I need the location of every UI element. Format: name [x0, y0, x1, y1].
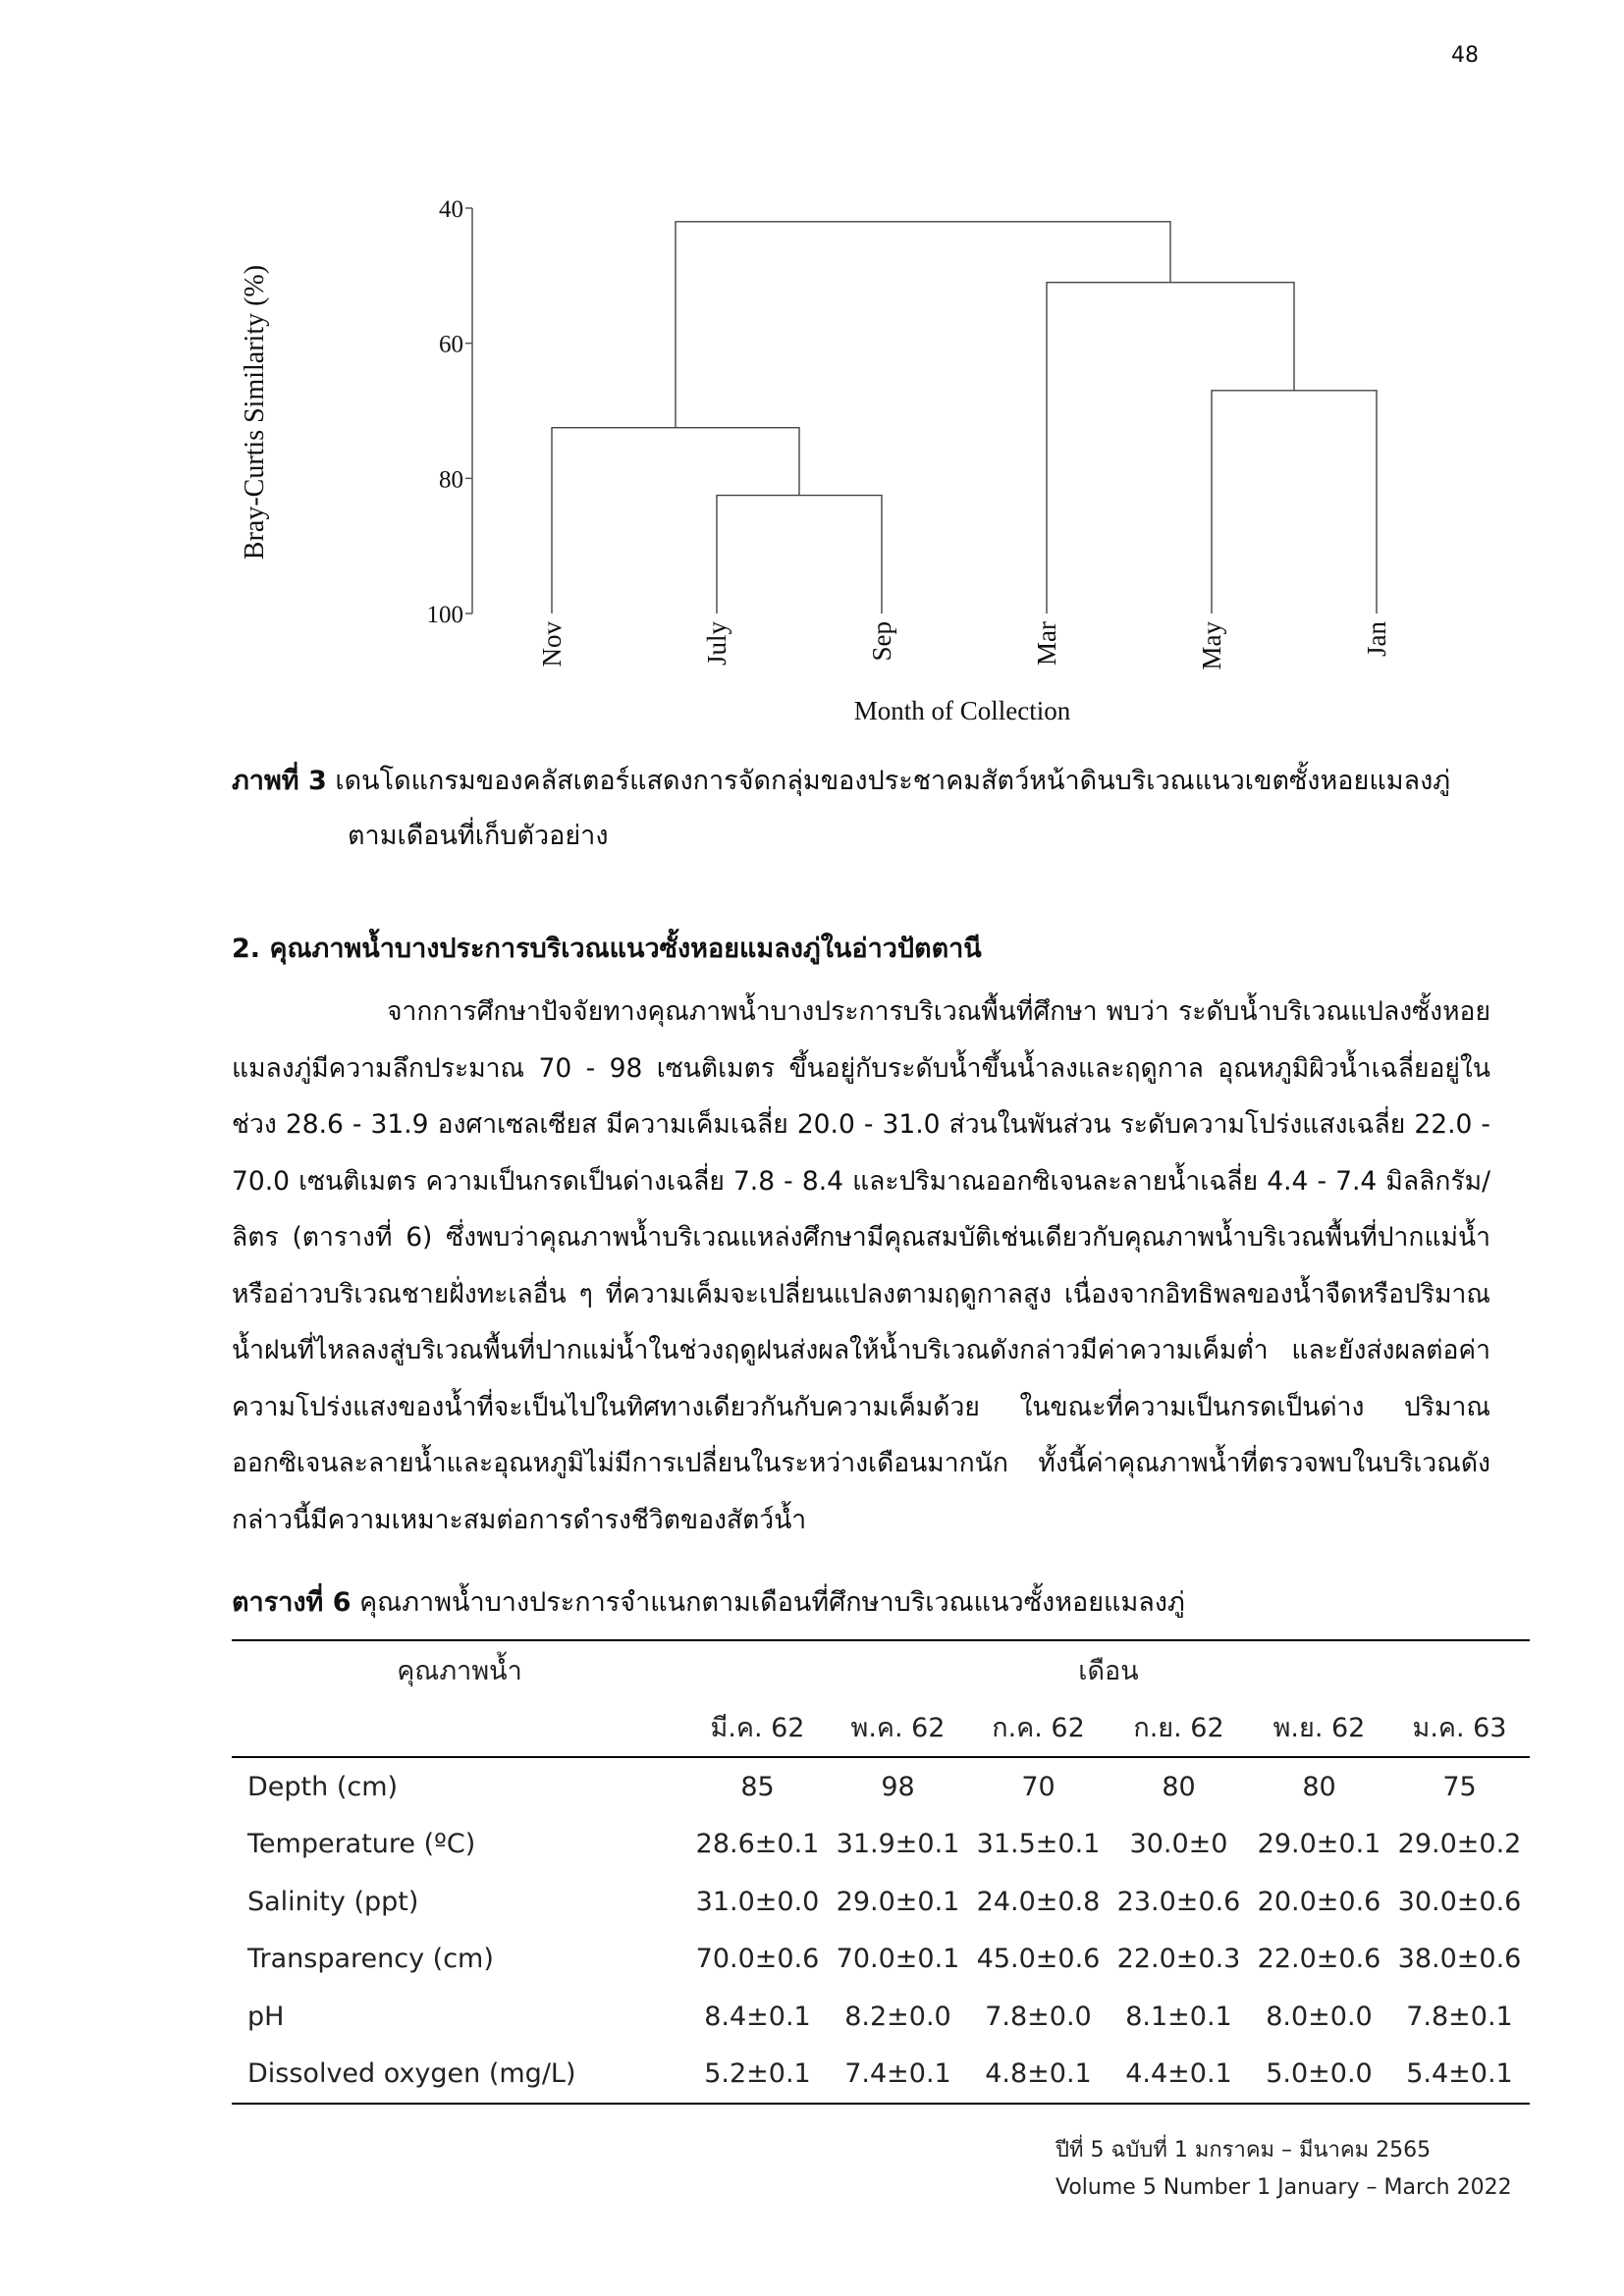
month-col-header: พ.ค. 62 [828, 1699, 968, 1758]
body-paragraph: จากการศึกษาปัจจัยทางคุณภาพน้ำบางประการบริเวณพื้นที่ศึกษา พบว่า ระดับน้ำบริเวณแปลงซั้งหอยแมลงภู่มีความลึกประมาณ 70 - 98 เซนติเมตร ขึ้นอยู่กับระดับน้ำขึ้นน้ำลงและฤดูกาล อุณหภูมิผิวน้ำเฉลี่ยอยู่ในช่วง 28.6 - 31.9 องศาเซลเซียส มีความเค็มเฉลี่ย 20.0 - 31.0 ส่วนในพันส่วน ระดับความโปร่งแสงเฉลี่ย 22.0 - 70.0 เซนติเมตร ความเป็นกรดเป็นด่างเฉลี่ย 7.8 - 8.4 และปริมาณออกซิเจนละลายน้ำเฉลี่ย 4.4 - 7.4 มิลลิกรัม/ลิตร (ตารางที่ 6) ซึ่งพบว่าคุณภาพน้ำบริเวณแหล่งศึกษามีคุณสมบัติเช่นเดียวกับคุณภาพน้ำบริเวณพื้นที่ปากแม่น้ำหรืออ่าวบริเวณชายฝั่งทะเลอื่น ๆ ที่ความเค็มจะเปลี่ยนแปลงตามฤดูกาลสูง เนื่องจากอิทธิพลของน้ำจืดหรือปริมาณน้ำฝนที่ไหลลงสู่บริเวณพื้นที่ปากแม่น้ำในช่วงฤดูฝนส่งผลให้น้ำบริเวณดังกล่าวมีค่าความเค็มต่ำ และยังส่งผลต่อค่าความโปร่งแสงของน้ำที่จะเป็นไปในทิศทางเดียวกันกับความเค็มด้วย ในขณะที่ความเป็นกรดเป็นด่าง ปริมาณออกซิเจนละลายน้ำและอุณหภูมิไม่มีการเปลี่ยนในระหว่างเดือนมากนัก ทั้งนี้ค่าคุณภาพน้ำที่ตรวจพบในบริเวณดังกล่าวนี้มีความเหมาะสมต่อการดำรงชีวิตของสัตว์น้ำ [232, 996, 1490, 1535]
y-tick-label: 100 [426, 602, 463, 628]
value-cell: 85 [740, 1771, 775, 1802]
param-header-spacer [232, 1699, 687, 1758]
dendrogram-link [676, 222, 1170, 428]
figure-caption [232, 754, 1498, 864]
param-cell: pH [247, 2001, 285, 2032]
value-cell: 8.1±0.1 [1125, 2001, 1232, 2032]
x-axis-label: Month of Collection [853, 696, 1071, 725]
value-cell: 20.0±0.6 [1257, 1886, 1381, 1917]
param-cell: Depth (cm) [247, 1771, 399, 1802]
table-row [232, 1816, 1530, 1874]
value-cell: 80 [1162, 1771, 1196, 1802]
value-cell: 5.2±0.1 [687, 2046, 828, 2105]
value-cell: 80 [1302, 1771, 1336, 1802]
figure-caption-line2: ตามเดือนที่เก็บตัวอย่าง [348, 821, 609, 851]
table-caption-text: คุณภาพน้ำบางประการจำแนกตามเดือนที่ศึกษาบริเวณแนวซั้งหอยแมลงภู่ [359, 1587, 1185, 1618]
section-heading: 2. คุณภาพน้ำบางประการบริเวณแนวซั้งหอยแมลงภู่ในอ่าวปัตตานี [232, 934, 982, 964]
param-cell: Temperature (ºC) [247, 1829, 476, 1860]
param-cell: Dissolved oxygen (mg/L) [232, 2046, 687, 2105]
value-cell: 70 [1021, 1771, 1056, 1802]
page-number: 48 [1451, 43, 1479, 68]
param-cell: Transparency (cm) [247, 1944, 494, 1975]
value-cell: 28.6±0.1 [695, 1829, 820, 1860]
value-cell: 7.8±0.1 [1406, 2001, 1513, 2032]
value-cell: 38.0±0.6 [1397, 1944, 1522, 1975]
value-cell: 29.0±0.2 [1397, 1829, 1522, 1860]
value-cell: 8.2±0.0 [844, 2001, 951, 2032]
value-cell: 29.0±0.1 [1257, 1829, 1381, 1860]
value-cell: 30.0±0.6 [1397, 1886, 1522, 1917]
value-cell: 30.0±0 [1129, 1829, 1228, 1860]
param-cell: Salinity (ppt) [247, 1886, 419, 1917]
y-axis [427, 196, 473, 628]
value-cell: 24.0±0.8 [976, 1886, 1101, 1917]
footer-thai: ปีที่ 5 ฉบับที่ 1 มกราคม – มีนาคม 2565 [1056, 2138, 1432, 2163]
param-header: คุณภาพน้ำ [232, 1640, 687, 1699]
body-text [232, 984, 1490, 1548]
leaf-label: Mar [1032, 621, 1061, 666]
leaf-label: July [702, 621, 731, 667]
month-col-header: ม.ค. 63 [1389, 1699, 1530, 1758]
table-row [232, 1757, 1530, 1816]
month-col-header: ก.ย. 62 [1109, 1699, 1249, 1758]
table-caption [232, 1580, 1185, 1623]
dendrogram-chart [0, 0, 1624, 746]
footer-english: Volume 5 Number 1 January – March 2022 [1056, 2175, 1512, 2200]
dendrogram-links [552, 222, 1377, 614]
dendrogram-link [1047, 283, 1294, 614]
value-cell: 5.4±0.1 [1389, 2046, 1530, 2105]
table-row [232, 1988, 1530, 2046]
dendrogram-link [1212, 391, 1377, 614]
month-col-header: มี.ค. 62 [687, 1699, 828, 1758]
leaf-label: May [1197, 621, 1226, 670]
value-cell: 31.0±0.0 [695, 1886, 820, 1917]
figure-caption-line1: เดนโดแกรมของคลัสเตอร์แสดงการจัดกลุ่มของประชาคมสัตว์หน้าดินบริเวณแนวเขตซั้งหอยแมลงภู่ [335, 766, 1451, 796]
month-col-header: ก.ค. 62 [968, 1699, 1109, 1758]
value-cell: 31.9±0.1 [836, 1829, 960, 1860]
value-cell: 23.0±0.6 [1116, 1886, 1241, 1917]
value-cell: 22.0±0.6 [1257, 1944, 1381, 1975]
value-cell: 22.0±0.3 [1116, 1944, 1241, 1975]
value-cell: 8.4±0.1 [704, 2001, 811, 2032]
value-cell: 70.0±0.6 [695, 1944, 820, 1975]
leaf-label: Jan [1362, 621, 1391, 657]
value-cell: 98 [881, 1771, 915, 1802]
leaf-label: Sep [867, 621, 896, 662]
leaf-labels [537, 621, 1391, 670]
y-tick-label: 40 [439, 196, 463, 223]
value-cell: 70.0±0.1 [836, 1944, 960, 1975]
value-cell: 5.0±0.0 [1249, 2046, 1389, 2105]
y-axis-label: Bray-Curtis Similarity (%) [240, 264, 270, 561]
value-cell: 8.0±0.0 [1266, 2001, 1373, 2032]
figure-caption-label: ภาพที่ 3 [232, 766, 327, 796]
value-cell: 29.0±0.1 [836, 1886, 960, 1917]
value-cell: 45.0±0.6 [976, 1944, 1101, 1975]
table-row [232, 1873, 1530, 1931]
y-tick-label: 80 [439, 466, 463, 494]
y-tick-label: 60 [439, 331, 463, 358]
value-cell: 7.8±0.0 [985, 2001, 1092, 2032]
value-cell: 4.4±0.1 [1109, 2046, 1249, 2105]
table-caption-label: ตารางที่ 6 [232, 1587, 352, 1618]
value-cell: 7.4±0.1 [828, 2046, 968, 2105]
month-header: เดือน [687, 1640, 1530, 1699]
month-col-header: พ.ย. 62 [1249, 1699, 1389, 1758]
leaf-label: Nov [537, 621, 567, 667]
water-quality-table [232, 1639, 1530, 2105]
value-cell: 75 [1442, 1771, 1477, 1802]
dendrogram-link [552, 428, 799, 614]
table-row [232, 2046, 1530, 2105]
value-cell: 31.5±0.1 [976, 1829, 1101, 1860]
dendrogram-link [717, 496, 882, 614]
value-cell: 4.8±0.1 [968, 2046, 1109, 2105]
table-row [232, 1931, 1530, 1989]
